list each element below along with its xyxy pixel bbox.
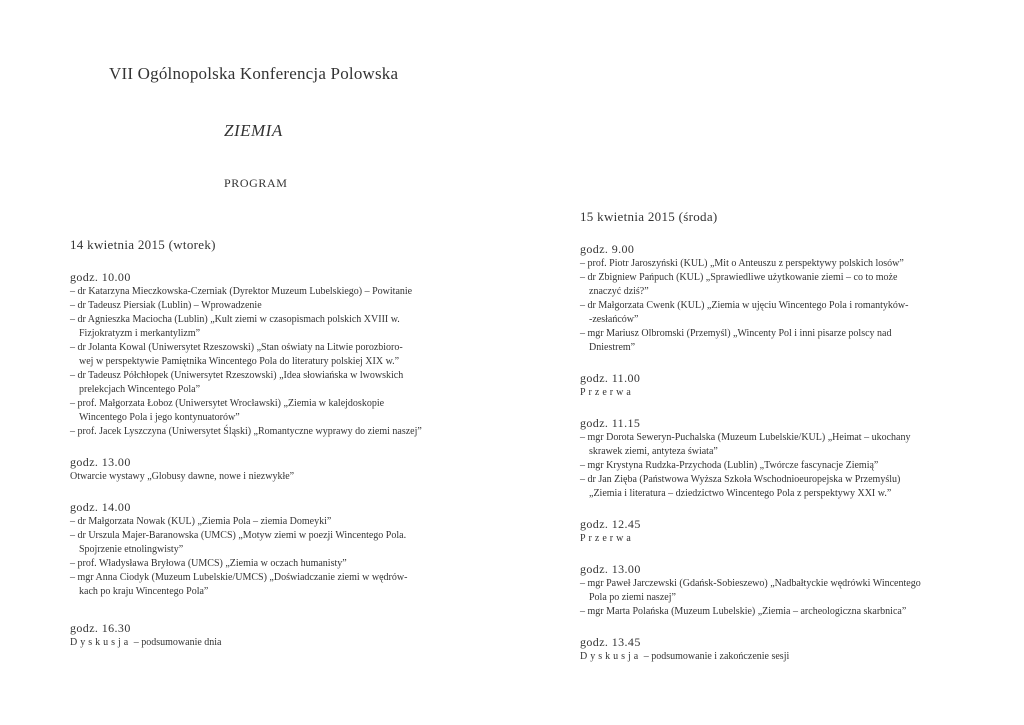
program-item: – dr Tadeusz Piersiak (Lublin) – Wprowadzenie	[70, 300, 262, 311]
day1-session-1300	[70, 455, 490, 484]
program-item-continuation: „Ziemia i literatura – dziedzictwo Wincentego Pola z perspektywy XXI w.”	[589, 488, 892, 499]
program-item: – dr Małgorzata Cwenk (KUL) „Ziemia w ujęciu Wincentego Pola i romantyków-	[580, 300, 909, 311]
discussion-label: Dyskusja	[70, 637, 132, 648]
program-item: – mgr Mariusz Olbromski (Przemyśl) „Wincenty Pol i inni pisarze polscy nad	[580, 328, 892, 339]
day2-session-1345	[580, 635, 1000, 664]
discussion-detail: – podsumowanie i zakończenie sesji	[641, 651, 790, 662]
day2-session-1100	[580, 371, 1000, 400]
program-item: – dr Katarzyna Mieczkowska-Czerniak (Dyrektor Muzeum Lubelskiego) – Powitanie	[70, 286, 413, 297]
session-time: godz. 10.00	[70, 270, 131, 284]
break-label: Przerwa	[580, 387, 634, 398]
day2-session-1115	[580, 416, 1000, 501]
program-item-continuation: skrawek ziemi, antyteza świata”	[589, 446, 718, 457]
program-item: – dr Agnieszka Maciocha (Lublin) „Kult ziemi w czasopismach polskich XVIII w.	[70, 314, 400, 325]
program-item: – prof. Małgorzata Łoboz (Uniwersytet Wrocławski) „Ziemia w kalejdoskopie	[70, 398, 385, 409]
program-item: – dr Małgorzata Nowak (KUL) „Ziemia Pola – ziemia Domeyki”	[70, 516, 332, 527]
day2-date: 15 kwietnia 2015 (środa)	[580, 209, 718, 224]
program-item: – dr Jolanta Kowal (Uniwersytet Rzeszowski) „Stan oświaty na Litwie porozbioro-	[70, 342, 403, 353]
day1-session-1400	[70, 500, 490, 599]
session-time: godz. 13.00	[580, 562, 641, 576]
program-item: – mgr Dorota Seweryn-Puchalska (Muzeum Lubelskie/KUL) „Heimat – ukochany	[580, 432, 911, 443]
program-item-continuation: Wincentego Pola i jego kontynuatorów”	[79, 412, 240, 423]
session-time: godz. 12.45	[580, 517, 641, 531]
program-item: – mgr Paweł Jarczewski (Gdańsk-Sobieszewo) „Nadbałtyckie wędrówki Wincentego	[580, 578, 921, 589]
session-time: godz. 11.15	[580, 416, 641, 430]
session-time: godz. 13.00	[70, 455, 131, 469]
program-item-continuation: znaczyć dziś?”	[589, 286, 649, 297]
program-item: – dr Zbigniew Pańpuch (KUL) „Sprawiedliwe użytkowanie ziemi – co to może	[580, 272, 898, 283]
day2-session-1300	[580, 562, 1000, 619]
program-item: – prof. Jacek Lyszczyna (Uniwersytet Śląski) „Romantyczne wyprawy do ziemi naszej”	[70, 426, 422, 437]
program-item: – mgr Krystyna Rudzka-Przychoda (Lublin) „Twórcze fascynacje Ziemią”	[580, 460, 879, 471]
main-title: ZIEMIA	[224, 121, 283, 140]
program-heading: PROGRAM	[224, 176, 288, 190]
session-time: godz. 11.00	[580, 371, 641, 385]
session-time: godz. 14.00	[70, 500, 131, 514]
day2-session-1245	[580, 517, 1000, 546]
program-item: – dr Jan Zięba (Państwowa Wyższa Szkoła Wschodnioeuropejska w Przemyślu)	[580, 474, 901, 485]
program-item-continuation: Pola po ziemi naszej”	[589, 592, 676, 603]
program-item: – prof. Piotr Jaroszyński (KUL) „Mit o Anteuszu z perspektywy polskich losów”	[580, 258, 904, 269]
day2-column	[580, 209, 1000, 680]
program-item-continuation: prelekcjach Wincentego Pola”	[79, 384, 201, 395]
program-item-continuation: kach po kraju Wincentego Pola”	[79, 586, 209, 597]
program-item: – dr Urszula Majer-Baranowska (UMCS) „Motyw ziemi w poezji Wincentego Pola.	[70, 530, 407, 541]
program-item: – prof. Władysława Bryłowa (UMCS) „Ziemia w oczach humanisty”	[70, 558, 347, 569]
discussion-label: Dyskusja	[580, 651, 642, 662]
discussion-line	[580, 650, 1000, 664]
day1-session-1630	[70, 621, 490, 650]
program-item-continuation: Fizjokratyzm i merkantylizm”	[79, 328, 201, 339]
day1-date: 14 kwietnia 2015 (wtorek)	[70, 237, 216, 252]
day1-column	[70, 237, 490, 666]
session-time: godz. 9.00	[580, 242, 635, 256]
session-time: godz. 16.30	[70, 621, 131, 635]
program-item-continuation: wej w perspektywie Pamiętnika Wincentego Pola do literatury polskiej XIX w.”	[79, 356, 400, 367]
program-item: Otwarcie wystawy „Globusy dawne, nowe i niezwykłe”	[70, 471, 295, 482]
program-item-continuation: Spojrzenie etnolingwisty”	[79, 544, 184, 555]
discussion-detail: – podsumowanie dnia	[131, 637, 222, 648]
program-item: – mgr Marta Polańska (Muzeum Lubelskie) „Ziemia – archeologiczna skarbnica”	[580, 606, 907, 617]
program-item: – mgr Anna Ciodyk (Muzeum Lubelskie/UMCS) „Doświadczanie ziemi w wędrów-	[70, 572, 408, 583]
break-label: Przerwa	[580, 533, 634, 544]
day2-session-0900	[580, 242, 1000, 355]
program-item-continuation: -zesłańców”	[589, 314, 639, 325]
conference-title: VII Ogólnopolska Konferencja Polowska	[109, 64, 399, 83]
day1-session-1000	[70, 270, 490, 439]
program-item: – dr Tadeusz Półchłopek (Uniwersytet Rzeszowski) „Idea słowiańska w lwowskich	[70, 370, 404, 381]
program-item-continuation: Dniestrem”	[589, 342, 636, 353]
discussion-line	[70, 636, 490, 650]
session-time: godz. 13.45	[580, 635, 641, 649]
